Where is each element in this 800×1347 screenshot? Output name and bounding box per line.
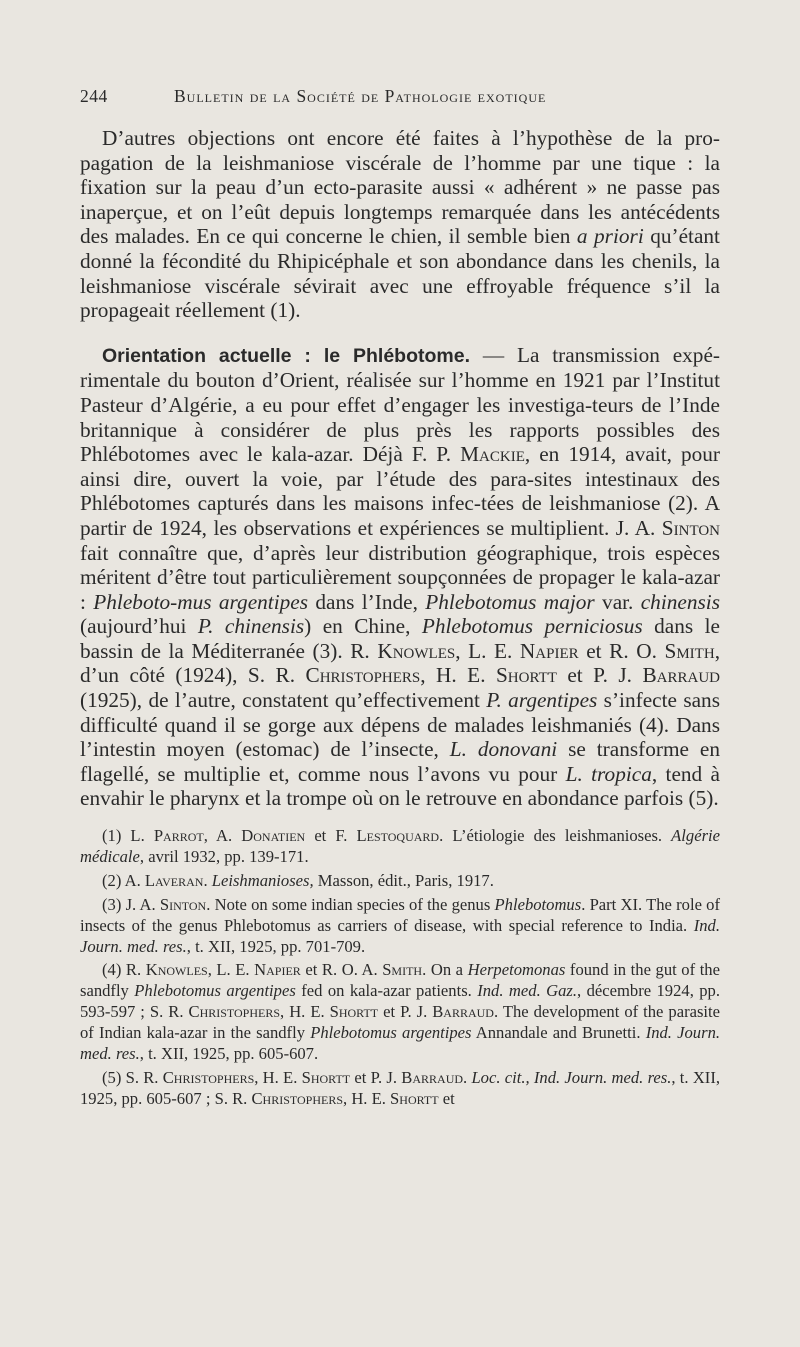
page-header bbox=[80, 86, 720, 114]
page-number: 244 bbox=[80, 86, 108, 106]
footnote-5: (5) S. R. Christophers, H. E. Shortt et P. J. Barraud. Loc. cit., Ind. Journ. med. res., t. XII, 1925, pp. 605-607 ; S. R. Christophers, H. E. Shortt et bbox=[80, 1067, 720, 1108]
running-title: Bulletin de la Société de Pathologie exotique bbox=[174, 86, 547, 106]
footnote-3: (3) J. A. Sinton. Note on some indian species of the genus Phlebotomus. Part XI. The role of insects of the genus Phlebotomus as carriers of disease, with special reference to India. Ind. Journ. med. res., t. XII, 1925, pp. 701-709. bbox=[80, 894, 720, 956]
footnote-1: (1) L. Parrot, A. Donatien et F. Lestoquard. L’étiologie des leishmanioses. Algérie médicale, avril 1932, pp. 139-171. bbox=[80, 826, 720, 866]
footnotes bbox=[80, 826, 720, 1110]
main-text bbox=[80, 126, 720, 811]
footnote-2: (2) A. Laveran. Leishmanioses, Masson, édit., Paris, 1917. bbox=[102, 870, 494, 890]
footnote-4: (4) R. Knowles, L. E. Napier et R. O. A. Smith. On a Herpetomonas found in the gut of the sandfly Phlebotomus argentipes fed on kala-azar patients. Ind. med. Gaz., décembre 1924, pp. 593-597 ; S. R. Christophers, H. E. Shortt et P. J. Barraud. The development of the parasite of Indian kala-azar in the sandfly Phlebotomus argentipes Annandale and Brunetti. Ind. Journ. med. res., t. XII, 1925, pp. 605-607. bbox=[80, 960, 721, 1064]
section-heading: Orientation actuelle : le Phlébotome. bbox=[102, 344, 471, 367]
paragraph-phlebotome: Orientation actuelle : le Phlébotome. — La transmission expé-rimentale du bouton d’Orient, réalisée sur l’homme en 1921 par l’Institut Pasteur d’Algérie, a eu pour effet d’engager les investiga-teurs de l’Inde britannique à considérer de plus près les rapports possibles des Phlébotomes avec le kala-azar. Déjà F. P. Mackie, en 1914, avait, pour ainsi dire, ouvert la voie, par l’étude des para-sites intestinaux des Phlébotomes capturés dans les maisons infec-tées de leishmaniose (2). A partir de 1924, les observations et expériences se multiplient. J. A. Sinton fait connaître que, d’après leur distribution géographique, trois espèces méritent d’être tout particulièrement soupçonnées de propager le kala-azar : Phleboto-mus argentipes dans l’Inde, Phlebotomus major var. chinensis (aujourd’hui P. chinensis) en Chine, Phlebotomus perniciosus dans le bassin de la Méditerranée (3). R. Knowles, L. E. Napier et R. O. Smith, d’un côté (1924), S. R. Christophers, H. E. Shortt et P. J. Barraud (1925), de l’autre, constatent qu’effectivement P. argentipes s’infecte sans difficulté quand il se gorge aux dépens de malades leishmaniés (4). Dans l’intestin moyen (estomac) de l’insecte, L. donovani se transforme en flagellé, se multiplie et, comme nous l’avons vu pour L. tropica, tend à envahir le pharynx et la trompe où on le retrouve en abondance parfois (5). bbox=[80, 342, 721, 811]
paragraph-tick-objections: D’autres objections ont encore été faites à l’hypothèse de la pro-pagation de la leishmaniose viscérale de l’homme par une tique : la fixation sur la peau d’un ecto-parasite aussi « adhérent » ne passe pas inaperçue, et on l’eût depuis longtemps remarquée dans les antécédents des malades. En ce qui concerne le chien, il semble bien a priori qu’étant donné la fécondité du Rhipicéphale et son abondance dans les chenils, la leishmaniose viscérale sévirait avec une effroyable fréquence s’il la propageait réellement (1). bbox=[80, 126, 720, 323]
